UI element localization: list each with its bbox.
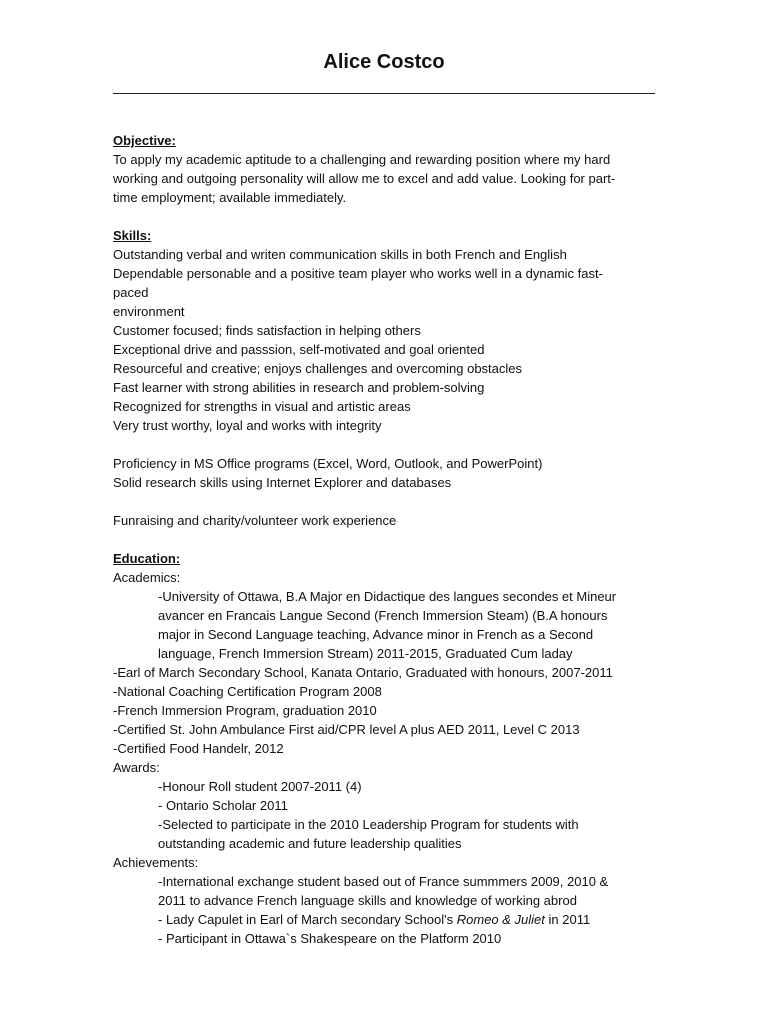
education-line: -Certified St. John Ambulance First aid/CPR level A plus AED 2011, Level C 2013 xyxy=(113,722,580,737)
achievement-line-lady-capulet xyxy=(113,910,658,929)
skill-line: Customer focused; finds satisfaction in helping others xyxy=(113,323,421,338)
academics-label: Academics: xyxy=(113,570,181,585)
objective-heading: Objective: xyxy=(113,133,176,148)
award-line: -Selected to participate in the 2010 Leadership Program for students with xyxy=(158,817,579,832)
objective-line: working and outgoing personality will allow me to excel and add value. Looking for part- xyxy=(113,171,616,186)
award-line: - Ontario Scholar 2011 xyxy=(158,798,288,813)
skill-line: Resourceful and creative; enjoys challenges and overcoming obstacles xyxy=(113,361,523,376)
education-line: -Earl of March Secondary School, Kanata Ontario, Graduated with honours, 2007-2011 xyxy=(113,665,613,680)
resume-name: Alice Costco xyxy=(323,51,445,73)
university-line: language, French Immersion Stream) 2011-2015, Graduated Cum laday xyxy=(158,646,573,661)
achievement-line: - Participant in Ottawa`s Shakespeare on the Platform 2010 xyxy=(158,931,502,946)
award-line: outstanding academic and future leadership qualities xyxy=(158,836,462,851)
spacer xyxy=(113,435,658,454)
objective-line: time employment; available immediately. xyxy=(113,190,347,205)
skill-line: Exceptional drive and passsion, self-motivated and goal oriented xyxy=(113,342,485,357)
skill-line: paced xyxy=(113,285,149,300)
play-title: Romeo & Juliet xyxy=(456,912,545,927)
spacer xyxy=(113,530,658,549)
computer-skill-line: Solid research skills using Internet Explorer and databases xyxy=(113,475,452,490)
university-line: avancer en Francais Langue Second (French Immersion Steam) (B.A honours xyxy=(158,608,608,623)
header-divider xyxy=(113,93,655,94)
skill-line: Outstanding verbal and writen communication skills in both French and English xyxy=(113,247,567,262)
skill-line: Fast learner with strong abilities in research and problem-solving xyxy=(113,380,485,395)
university-line: -University of Ottawa, B.A Major en Didactique des langues secondes et Mineur xyxy=(158,589,617,604)
education-line: -French Immersion Program, graduation 2010 xyxy=(113,703,377,718)
spacer xyxy=(113,207,658,226)
education-heading: Education: xyxy=(113,551,181,566)
skill-line: Dependable personable and a positive team player who works well in a dynamic fast- xyxy=(113,266,603,281)
achievement-text: - Lady Capulet in Earl of March secondary School's xyxy=(158,912,457,927)
spacer xyxy=(113,492,658,511)
skill-line: Very trust worthy, loyal and works with integrity xyxy=(113,418,382,433)
achievement-line: -International exchange student based out of France summmers 2009, 2010 & xyxy=(158,874,609,889)
skill-line: Recognized for strengths in visual and artistic areas xyxy=(113,399,411,414)
achievement-line: 2011 to advance French language skills and knowledge of working abrod xyxy=(158,893,577,908)
education-line: -Certified Food Handelr, 2012 xyxy=(113,741,284,756)
awards-label: Awards: xyxy=(113,760,160,775)
objective-line: To apply my academic aptitude to a challenging and rewarding position where my hard xyxy=(113,152,611,167)
resume-body xyxy=(113,131,658,948)
award-line: -Honour Roll student 2007-2011 (4) xyxy=(158,779,362,794)
achievements-label: Achievements: xyxy=(113,855,199,870)
achievement-text: in 2011 xyxy=(544,912,591,927)
volunteer-line: Funraising and charity/volunteer work experience xyxy=(113,513,397,528)
education-line: -National Coaching Certification Program 2008 xyxy=(113,684,382,699)
skill-line: environment xyxy=(113,304,185,319)
computer-skill-line: Proficiency in MS Office programs (Excel, Word, Outlook, and PowerPoint) xyxy=(113,456,543,471)
skills-heading: Skills: xyxy=(113,228,152,243)
university-line: major in Second Language teaching, Advance minor in French as a Second xyxy=(158,627,594,642)
